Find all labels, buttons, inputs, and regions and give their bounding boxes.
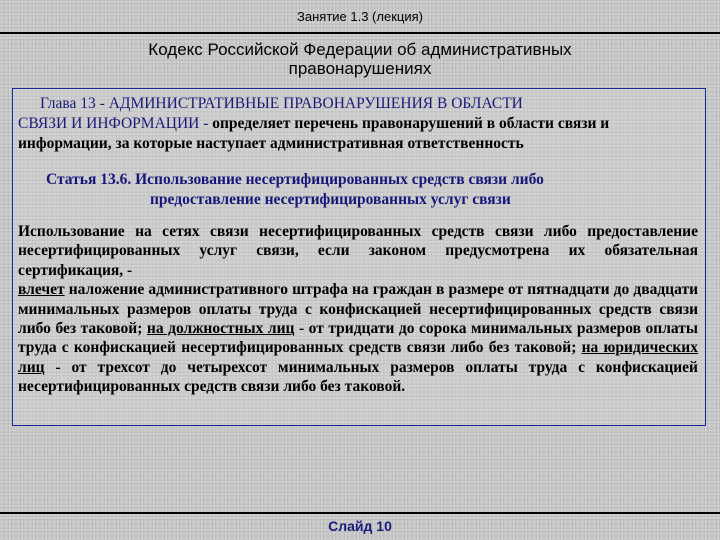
body-paragraph-1: Использование на сетях связи несертифицированных средств связи либо предоставление несертифицированных услуг связи, если законом предусмотрена их обязательная сертификация, - [18,223,698,279]
heading-line-1: Кодекс Российской Федерации об административных [148,40,572,59]
article-body [18,222,698,397]
lesson-title: Занятие 1.3 (лекция) [297,9,423,24]
article-title [18,170,698,210]
top-divider [0,32,720,34]
heading-line-2: правонарушениях [288,59,432,78]
chapter-description: определяет перечень правонарушений в области связи и информации, за которые наступает административная ответственность [18,115,610,152]
slide-number: Слайд 10 [328,518,392,534]
chapter-title-part-2: СВЯЗИ И ИНФОРМАЦИИ - [18,115,213,132]
article-title-line-2: предоставление несертифицированных услуг связи [150,191,511,208]
body-paragraph-2 [18,280,698,396]
penalty-legal-entities: - от трехсот до четырехсот минимальных размеров оплаты труда с конфискацией несертифицированных средств связи либо без таковой. [18,358,698,396]
chapter-block [18,94,698,154]
officials-link[interactable]: на должностных лиц [146,320,295,338]
penalty-officials: - от тридцати до сорока минимальных размеров оплаты труда с конфискацией несертифицированных средств связи либо без таковой; [18,320,698,357]
slide-heading [0,40,720,78]
article-title-line-1: Статья 13.6. Использование несертифицированных средств связи либо [46,171,544,188]
bottom-divider [0,512,720,514]
chapter-title-line-2 [18,114,698,154]
chapter-title-line-1: Глава 13 - АДМИНИСТРАТИВНЫЕ ПРАВОНАРУШЕНИЯ В ОБЛАСТИ [40,95,523,112]
penalty-citizens: наложение административного штрафа на граждан в размере от пятнадцати до двадцати минимальных размеров оплаты труда с конфискацией несертифицированных средств связи либо без таковой; [18,281,698,338]
entails-link[interactable]: влечет [18,281,65,299]
legal-entities-link[interactable]: на юридических лиц [18,339,698,376]
